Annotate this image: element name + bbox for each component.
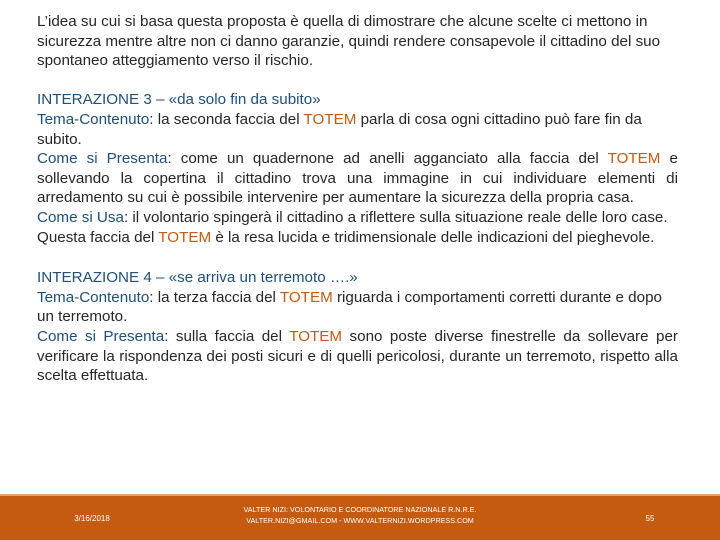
totem-word: TOTEM xyxy=(607,150,661,168)
interaction-3-resa xyxy=(37,228,678,248)
tema-label: Tema-Contenuto xyxy=(37,288,150,306)
totem-word: TOTEM xyxy=(303,110,357,128)
tema-text-a: : la seconda faccia del xyxy=(149,110,304,128)
interaction-3-presenta xyxy=(37,149,678,208)
interaction-4-presenta xyxy=(37,327,678,386)
presenta-text-a: : sulla faccia del xyxy=(164,327,290,345)
presenta-label: Come si Presenta xyxy=(37,327,165,345)
totem-word: TOTEM xyxy=(158,228,212,246)
tema-text-b: parla di cosa ogni cittadino può fare fin da subito. xyxy=(37,110,642,148)
usa-label: Come si Usa xyxy=(37,208,124,226)
footer-contact-line: VALTER.NIZI@GMAIL.COM - WWW.VALTERNIZI.WORDPRESS.COM xyxy=(246,516,474,525)
presenta-text-b: sono poste diverse finestrelle da sollevare per verificare la rispondenza dei posti sicuri e di quelli pericolosi, durante un terremoto, rispetto alla scelta effettuata. xyxy=(37,327,678,385)
intro-paragraph: L’idea su cui si basa questa proposta è quella di dimostrare che alcune scelte ci mettono in sicurezza mentre altre non ci danno garanzie, quindi rendere consapevole il cittadino del suo spontaneo atteggiamento verso il rischio. xyxy=(37,13,661,70)
resa-text-a: Questa faccia del xyxy=(37,228,159,246)
footer-page-number: 55 xyxy=(645,514,655,523)
interaction-4-tema xyxy=(37,288,678,327)
interaction-3-tema xyxy=(37,110,678,149)
totem-word: TOTEM xyxy=(279,288,333,306)
tema-text-b: riguarda i comportamenti corretti durante e dopo un terremoto. xyxy=(37,288,662,326)
interaction-3-heading-title: «da solo fin da subito» xyxy=(168,91,321,109)
presenta-text-b: e sollevando la copertina il cittadino trova una immagine in cui individuare elementi di arredamento su cui è possibile intervenire per aumentare la sicurezza della propria casa. xyxy=(37,150,678,207)
tema-text-a: : la terza faccia del xyxy=(149,288,280,306)
interaction-4-heading-title: «se arriva un terremoto ….» xyxy=(168,269,358,287)
usa-text: : il volontario spingerà il cittadino a riflettere sulla situazione reale delle loro case. xyxy=(123,208,668,226)
interaction-4-heading xyxy=(37,268,678,288)
presenta-text-a: : come un quadernone ad anelli agganciato alla faccia del xyxy=(167,150,608,168)
interaction-3-heading-prefix: INTERAZIONE 3 – xyxy=(37,91,169,109)
slide-content xyxy=(37,12,678,386)
footer-author-info xyxy=(210,504,510,526)
interaction-3-heading xyxy=(37,90,678,110)
footer-author-line: VALTER NIZI: VOLONTARIO E COORDINATORE NAZIONALE R.N.R.E. xyxy=(243,505,477,514)
footer-bar xyxy=(0,496,720,540)
interaction-4-heading-prefix: INTERAZIONE 4 – xyxy=(37,269,169,287)
resa-text-b: è la resa lucida e tridimensionale delle indicazioni del pieghevole. xyxy=(211,228,655,246)
interaction-3-usa xyxy=(37,208,678,228)
presenta-label: Come si Presenta xyxy=(37,150,168,168)
tema-label: Tema-Contenuto xyxy=(37,110,150,128)
footer-date: 3/16/2018 xyxy=(74,514,110,523)
totem-word: TOTEM xyxy=(289,327,343,345)
